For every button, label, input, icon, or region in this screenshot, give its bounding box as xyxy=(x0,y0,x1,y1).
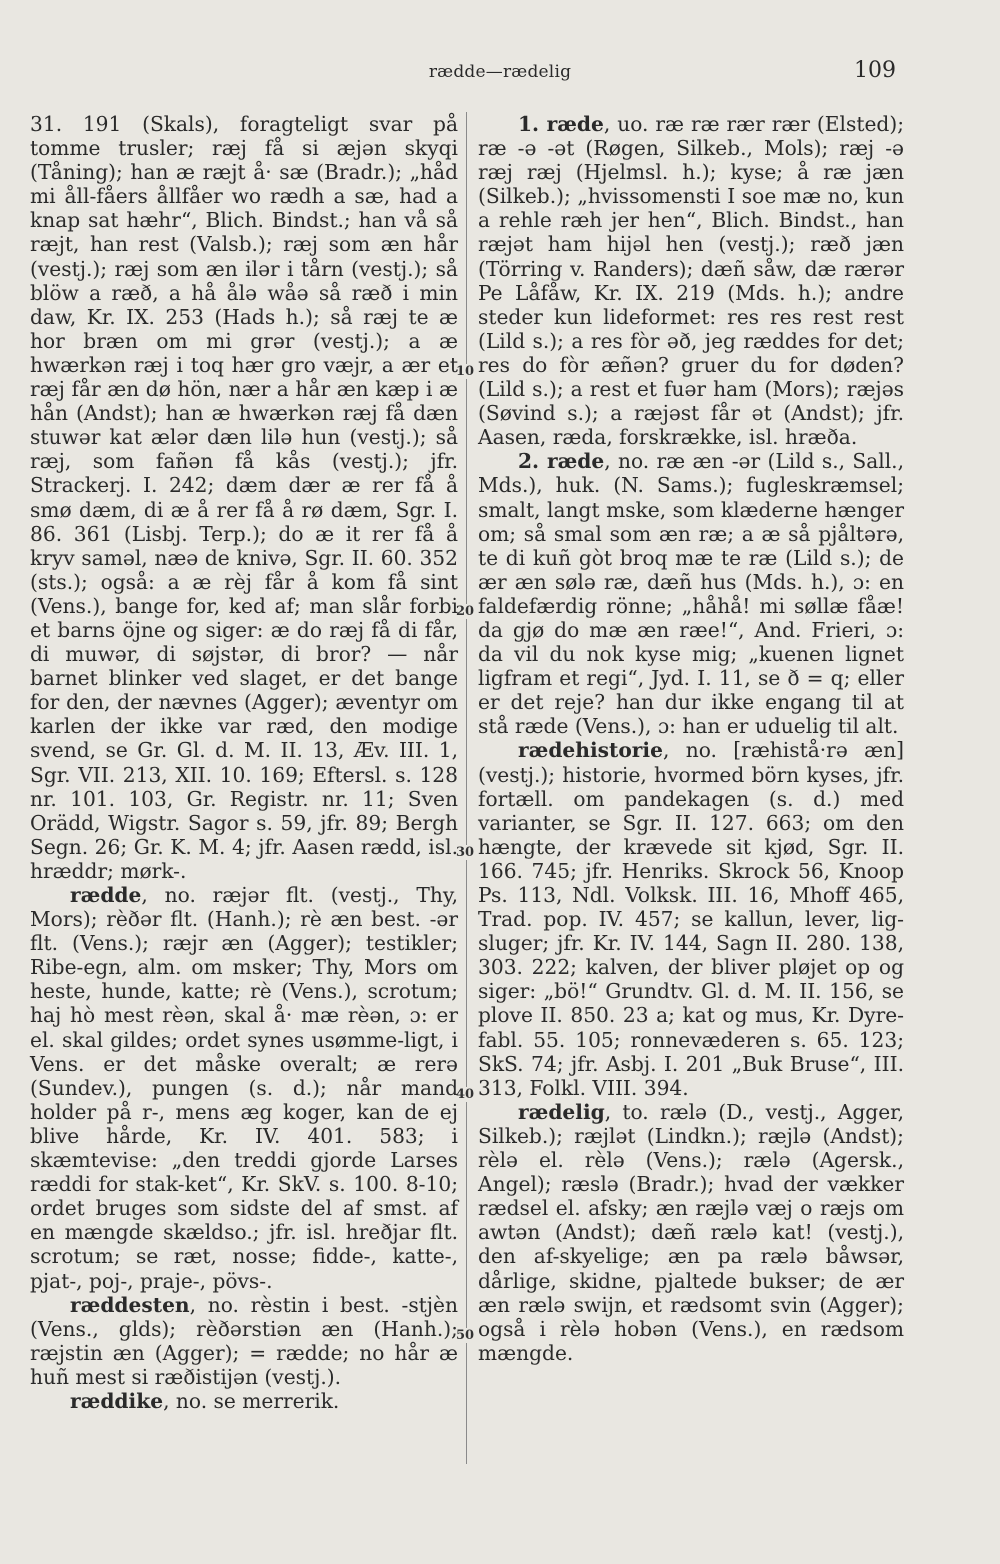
page-number: 109 xyxy=(854,58,896,83)
headword: ræddike xyxy=(70,1388,164,1413)
entry-text: , no. ræjər flt. (vestj., Thy, Mors); rèðər flt. (Hanh.); rè æn best. -ər flt. (Vens.); ræjr æn (Agger); testikler; Ribe-egn, alm. om msker; Thy, Mors om heste, hunde, katte; rè (Vens.), scrotum; haj hò mest rèən, skal å· mæ rèən, ɔ: er el. skal gildes; ordet synes usømme-ligt, i Vens. er det måske overalt; æ rerə (Sundev.), pungen (s. d.); når mand holder på r-, mens æg koger, kan de ej blive hårde, Kr. IV. 401. 583; i skæmtevise: „den treddi gjorde Larses ræddi for stak-ket“, Kr. SkV. s. 100. 8-10; ordet bruges som sidste del af smst. af en mængde skældso.; jfr. isl. hreðjar flt. scrotum; se ræt, nosse; fidde-, katte-, pjat-, poj-, praje-, pövs-. xyxy=(30,883,458,1293)
entry-text: , no. se merrerik. xyxy=(163,1388,340,1413)
headword: rædelig xyxy=(518,1099,605,1124)
headword: rædehistorie xyxy=(518,738,663,763)
dictionary-entry xyxy=(478,112,904,449)
entry-text: , uo. ræ ræ rær rær (Elsted); ræ -ə -ət (Røgen, Silkeb., Mols); ræj -ə ræj ræj (Hjelmsl. h.); kyse; å ræ jæn (Silkeb.); „hvissomensti I soe mæ no, kun a rehle ræh jer hen“, Blich. Bindst., han ræjət ham hijəl hen (vestj.); ræð jæn (Törring v. Randers); dæñ såw, dæ rærər Pe Låfåw, Kr. IX. 219 (Mds. h.); andre steder kun lideformet: res res rest rest (Lild s.); a res fòr əð, jeg ræddes for det; res do fòr æñən? gruer du for døden? (Lild s.); a rest et fuər ham (Mors); ræjəs (Søvind s.); a ræjəst får ət (Andst); jfr. Aasen, ræda, forskrække, isl. hræða. xyxy=(478,112,904,450)
entry-continuation: 31. 191 (Skals), foragteligt svar på tomme trusler; ræj få si æjən skyqi (Tåning); han æ ræjt å· sæ (Bradr.); „håd mi åll-fåers ållfåer wo rædh a sæ, had a knap sat hæhr“, Blich. Bindst.; han vå så ræjt, han rest (Valsb.); ræj som æn hår (vestj.); ræj som æn ilər i tårn (vestj.); så blöw a ræð, a hå ålə wåə så ræð i min daw, Kr. IX. 253 (Hads h.); så ræj te æ hor bræn om mi grər (vestj.); a æ hwærkən ræj i toq hær gro væjr, a ær et ræj får æn dø hön, nær a hår æn kæp i æ hån (Andst); han æ hwærkən ræj få dæn stuwər kat ælər dæn lilə hun (vestj.); så ræj, som fañən få kås (vestj.); jfr. Strackerj. I. 242; dæm dær æ rer få å smø dæm, di æ å rer få å rø dæm, Sgr. I. 86. 361 (Lisbj. Terp.); do æ it rer få å kryv saməl, næə de knivə, Sgr. II. 60. 352 (sts.); også: a æ rèj får å kom få sint (Vens.), bange for, ked af; man slår forbi et barns öjne og siger: æ do ræj få di får, di muwər, di søjstər, di bror? — når barnet blinker ved slaget, er det bange for den, der nævnes (Agger); æventyr om karlen der ikke var ræd, den modige svend, se Gr. Gl. d. M. II. 13, Æv. III. 1, Sgr. VII. 213, XII. 10. 169; Eftersl. s. 128 nr. 101. 103, Gr. Registr. nr. 11; Sven Orädd, Wigstr. Sagor s. 59, jfr. 89; Bergh Segn. 26; Gr. K. M. 4; jfr. Aasen rædd, isl. hræddr; mørk-. xyxy=(30,112,458,883)
dictionary-entry xyxy=(30,883,458,1293)
headword: rædde xyxy=(70,883,142,907)
dictionary-entry xyxy=(478,449,904,738)
line-number: 40 xyxy=(456,1087,475,1102)
headword: ræddesten xyxy=(70,1292,190,1317)
line-number: 10 xyxy=(456,364,475,379)
entry-text: , to. rælə (D., vestj., Agger, Silkeb.); ræjlət (Lindkn.); ræjlə (Andst); rèlə el. rèlə (Vens.); rælə (Agersk., Angel); ræslə (Bradr.); hvad der vækker rædsel el. afsky; æn ræjlə væj o ræjs om awtən (Andst); dæñ rælə kat! (vestj.), den af-skyelige; æn pa rælə båwsər, dårlige, skidne, pjaltede bukser; de ær æn rælə swijn, et rædsomt svin (Agger); også i rèlə hobən (Vens.), en rædsom mængde. xyxy=(478,1099,904,1365)
line-number: 50 xyxy=(456,1328,475,1343)
dictionary-entry xyxy=(30,1293,458,1389)
headword: 2. ræde xyxy=(518,449,605,474)
right-column xyxy=(478,112,904,1365)
line-number: 30 xyxy=(456,845,475,860)
left-column xyxy=(30,112,458,1413)
dictionary-entry xyxy=(30,1389,458,1413)
dictionary-entry xyxy=(478,1100,904,1365)
dictionary-entry xyxy=(478,738,904,1099)
column-divider xyxy=(466,112,467,1464)
entry-text: , no. rèstin i best. -stjèn (Vens., glds); rèðərstiən æn (Hanh.); ræjstin æn (Agger); = rædde; no hår æ huñ mest si ræðistijən (vestj.). xyxy=(30,1292,458,1389)
running-head xyxy=(0,58,1000,88)
running-title: rædde—rædelig xyxy=(428,62,572,82)
entry-text: , no. [ræhistå·rə æn] (vestj.); historie, hvormed börn kyses, jfr. fortæll. om pandekagen (s. d.) med varianter, se Sgr. II. 127. 663; om den hængte, der krævede sit kjød, Sgr. II. 166. 745; jfr. Henriks. Skrock 56, Knoop Ps. 113, Ndl. Volksk. III. 16, Mhoff 465, Trad. pop. IV. 457; se kallun, lever, lig-sluger; jfr. Kr. IV. 144, Sagn II. 280. 138, 303. 222; kalven, der bliver pløjet op og siger: „bö!“ Grundtv. Gl. d. M. II. 156, se plove II. 850. 23 a; kat og mus, Kr. Dyre-fabl. 55. 105; ronnevæderen s. 65. 123; SkS. 74; jfr. Asbj. I. 201 „Buk Bruse“, III. 313, Folkl. VIII. 394. xyxy=(478,738,904,1100)
entry-text: , no. ræ æn -ər (Lild s., Sall., Mds.), huk. (N. Sams.); fugleskræmsel; smalt, langt mske, som klæderne hænger om; så smal som æn ræ; a æ så pjåltərə, te di kuñ gòt broq mæ te ræ (Lild s.); de ær æn sølə ræ, dæñ hus (Mds. h.), ɔ: en faldefærdig rönne; „håhå! mi søllæ fåæ! da gjø do mæ æn ræe!“, And. Frieri, ɔ: da vil du nok kyse mig; „kuenen lignet ligfram et regi“, Jyd. I. 11, se ð = q; eller er det reje? han dur ikke engang til at stå ræde (Vens.), ɔ: han er uduelig til alt. xyxy=(478,449,904,739)
line-number: 20 xyxy=(456,604,475,619)
headword: 1. ræde xyxy=(518,112,604,136)
